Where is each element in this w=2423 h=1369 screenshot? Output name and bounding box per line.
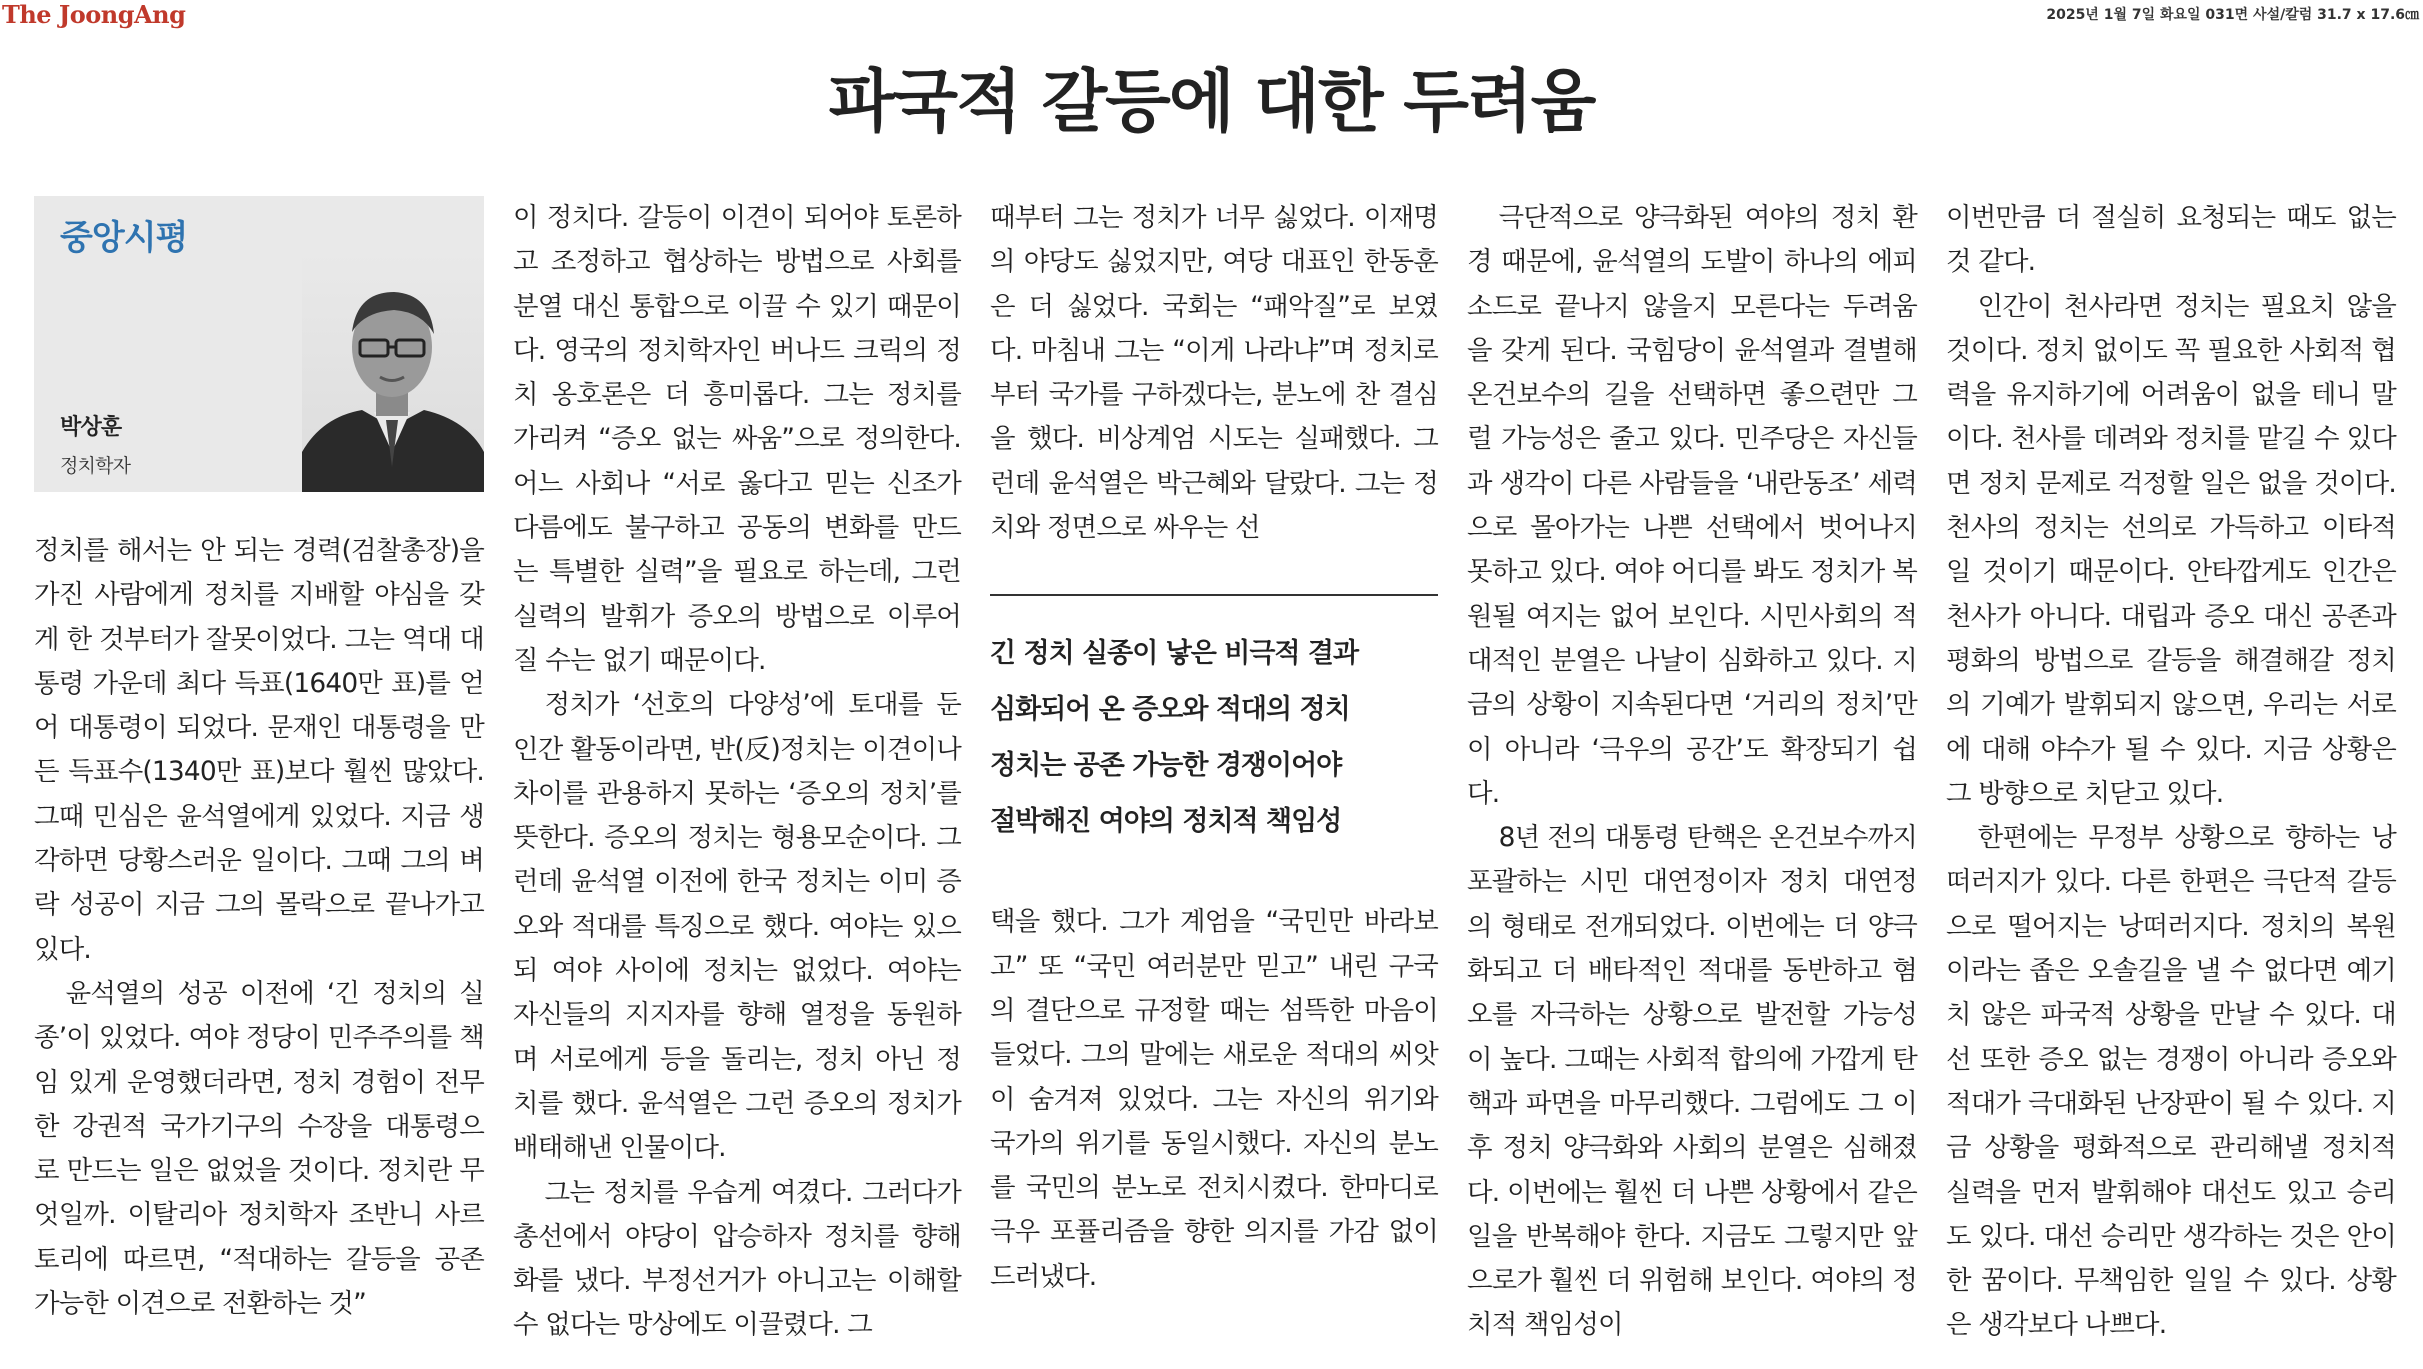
paragraph: 윤석열의 성공 이전에 ‘긴 정치의 실종’이 있었다. 여야 정당이 민주주의를 책임 있게 운영했더라면, 정치 경험이 전무한 강권적 국가기구의 수장을 대통령으로 만드는 일은 없었을 것이다. 정치란 무엇일까. 이탈리아 정치학자 조반니 사르토리에 따르면, “적대하는 갈등을 공존 가능한 이견으로 전환하는 것” (34, 977, 484, 1320)
pull-quote (990, 594, 1438, 850)
newspaper-logo: The JoongAng (2, 0, 186, 29)
article-column-4 (1467, 196, 1917, 1348)
column-series-title: 중앙시평 (60, 218, 188, 258)
paragraph: 8년 전의 대통령 탄핵은 온건보수까지 포괄하는 시민 대연정이자 정치 대연정의 형태로 전개되었다. 이번에는 더 양극화되고 더 배타적인 적대를 동반하고 혐오를 자극하는 상황으로 발전할 가능성이 높다. 그때는 사회적 합의에 가깝게 탄핵과 파면을 마무리했다. 그럼에도 그 이후 정치 양극화와 사회의 분열은 심해졌다. 이번에는 훨씬 더 나쁜 상황에서 같은 일을 반복해야 한다. 지금도 그렇지만 앞으로가 훨씬 더 위험해 보인다. 여야의 정치적 책임성이 (1467, 822, 1917, 1341)
pull-quote-line: 절박해진 여야의 정치적 책임성 (990, 806, 1342, 838)
article-column-5 (1946, 196, 2396, 1348)
author-title: 정치학자 (60, 455, 131, 477)
edition-info: 2025년 1월 7일 화요일 031면 사설/칼럼 31.7 x 17.6㎝ (2046, 7, 2419, 23)
paragraph: 이번만큼 더 절실히 요청되는 때도 없는 것 같다. (1946, 202, 2396, 278)
article-column-3 (990, 196, 1438, 1299)
paragraph: 그는 정치를 우습게 여겼다. 그러다가 총선에서 야당이 압승하자 정치를 향해 화를 냈다. 부정선거가 아니고는 이해할 수 없다는 망상에도 이끌렸다. 그 (513, 1176, 961, 1341)
article-column-1 (34, 196, 484, 1326)
paragraph: 때부터 그는 정치가 너무 싫었다. 이재명의 야당도 싫었지만, 여당 대표인 한동훈은 더 싫었다. 국회는 “패악질”로 보였다. 마침내 그는 “이게 나라냐”며 정치로부터 국가를 구하겠다는, 분노에 찬 결심을 했다. 비상계엄 시도는 실패했다. 그런데 윤석열은 박근혜와 달랐다. 그는 정치와 정면으로 싸우는 선 (990, 202, 1438, 544)
paragraph: 택을 했다. 그가 계엄을 “국민만 바라보고” 또 “국민 여러분만 믿고” 내린 구국의 결단으로 규정할 때는 섬뜩한 마음이 들었다. 그의 말에는 새로운 적대의 씨앗이 숨겨져 있었다. 그는 자신의 위기와 국가의 위기를 동일시했다. 자신의 분노를 국민의 분노로 전치시켰다. 한마디로 극우 포퓰리즘을 향한 의지를 가감 없이 드러냈다. (990, 906, 1438, 1292)
article-column-2 (513, 196, 961, 1348)
paragraph: 한편에는 무정부 상황으로 향하는 낭떠러지가 있다. 다른 한편은 극단적 갈등으로 떨어지는 낭떠러지다. 정치의 복원이라는 좁은 오솔길을 낼 수 없다면 예기치 않은 파국적 상황을 만날 수 있다. 대선 또한 증오 없는 경쟁이 아니라 증오와 적대가 극대화된 난장판이 될 수 있다. 지금 상황을 평화적으로 관리해낼 정치적 실력을 먼저 발휘해야 대선도 있고 승리도 있다. 대선 승리만 생각하는 것은 안이한 꿈이다. 무책임한 일일 수 있다. 상황은 생각보다 나쁘다. (1946, 822, 2396, 1341)
headline: 파국적 갈등에 대한 두려움 (828, 62, 1595, 142)
paragraph: 정치가 ‘선호의 다양성’에 토대를 둔 인간 활동이라면, 반(反)정치는 이견이나 차이를 관용하지 못하는 ‘증오의 정치’를 뜻한다. 증오의 정치는 형용모순이다. 그런데 윤석열 이전에 한국 정치는 이미 증오와 적대를 특징으로 했다. 여야는 있으되 여야 사이에 정치는 없었다. 여야는 자신들의 지지자를 향해 열정을 동원하며 서로에게 등을 돌리는, 정치 아닌 정치를 했다. 윤석열은 그런 증오의 정치가 배태해낸 인물이다. (513, 689, 961, 1164)
column-byline-card (34, 196, 484, 492)
author-name: 박상훈 (60, 415, 122, 440)
pull-quote-line: 심화되어 온 증오와 적대의 정치 (990, 694, 1350, 726)
paragraph: 인간이 천사라면 정치는 필요치 않을 것이다. 정치 없이도 꼭 필요한 사회적 협력을 유지하기에 어려움이 없을 테니 말이다. 천사를 데려와 정치를 맡길 수 있다면 정치 문제로 걱정할 일은 없을 것이다. 천사의 정치는 선의로 가득하고 이타적일 것이기 때문이다. 안타깝게도 인간은 천사가 아니다. 대립과 증오 대신 공존과 평화의 방법으로 갈등을 해결해갈 정치의 기예가 발휘되지 않으면, 우리는 서로에 대해 야수가 될 수 있다. 지금 상황은 그 방향으로 치닫고 있다. (1946, 290, 2396, 809)
paragraph: 정치를 해서는 안 되는 경력(검찰총장)을 가진 사람에게 정치를 지배할 야심을 갖게 한 것부터가 잘못이었다. 그는 역대 대통령 가운데 최다 득표(1640만 표)를 얻어 대통령이 되었다. 문재인 대통령을 만든 득표수(1340만 표)보다 훨씬 많았다. 그때 민심은 윤석열에게 있었다. 지금 생각하면 당황스러운 일이다. 그때 그의 벼락 성공이 지금 그의 몰락으로 끝나가고 있다. (34, 535, 484, 965)
pull-quote-line: 긴 정치 실종이 낳은 비극적 결과 (990, 638, 1359, 670)
pull-quote-line: 정치는 공존 가능한 경쟁이어야 (990, 750, 1342, 782)
author-portrait (302, 252, 484, 492)
paragraph: 극단적으로 양극화된 여야의 정치 환경 때문에, 윤석열의 도발이 하나의 에피소드로 끝나지 않을지 모른다는 두려움을 갖게 된다. 국힘당이 윤석열과 결별해 온건보수의 길을 선택하면 좋으련만 그럴 가능성은 줄고 있다. 민주당은 자신들과 생각이 다른 사람들을 ‘내란동조’ 세력으로 몰아가는 나쁜 선택에서 벗어나지 못하고 있다. 여야 어디를 봐도 정치가 복원될 여지는 없어 보인다. 시민사회의 적대적인 분열은 나날이 심화하고 있다. 지금의 상황이 지속된다면 ‘거리의 정치’만이 아니라 ‘극우의 공간’도 확장되기 쉽다. (1467, 202, 1917, 809)
masthead (0, 0, 2423, 30)
paragraph: 이 정치다. 갈등이 이견이 되어야 토론하고 조정하고 협상하는 방법으로 사회를 분열 대신 통합으로 이끌 수 있기 때문이다. 영국의 정치학자인 버나드 크릭의 정치 옹호론은 더 흥미롭다. 그는 정치를 가리켜 “증오 없는 싸움”으로 정의한다. 어느 사회나 “서로 옳다고 믿는 신조가 다름에도 불구하고 공동의 변화를 만드는 특별한 실력”을 필요로 하는데, 그런 실력의 발휘가 증오의 방법으로 이루어질 수는 없기 때문이다. (513, 202, 961, 676)
